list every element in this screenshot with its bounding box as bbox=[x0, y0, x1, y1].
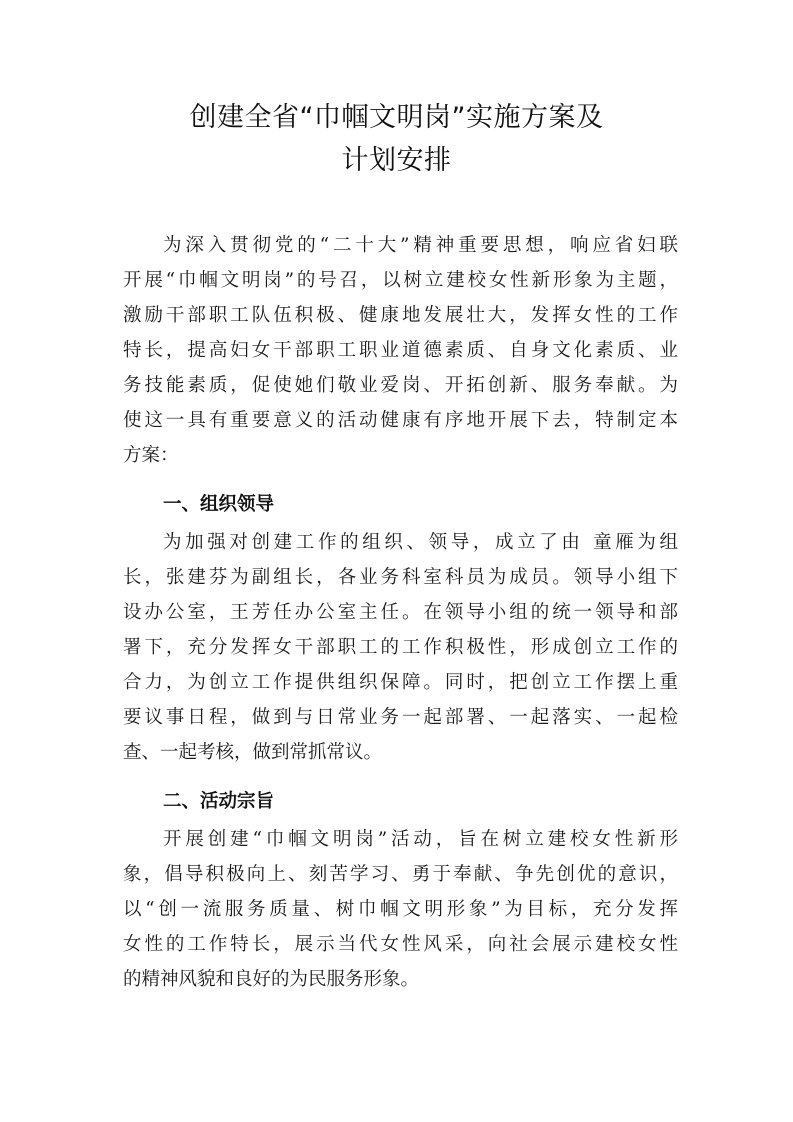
intro-paragraph-line: 方案： bbox=[123, 445, 179, 466]
intro-paragraph-line: 使这一具有重要意义的活动健康有序地开展下去，特制定本 bbox=[123, 410, 678, 431]
section-heading-purpose: 二、活动宗旨 bbox=[163, 791, 275, 812]
section2-paragraph-line: 女性的工作特长，展示当代女性风采，向社会展示建校女性 bbox=[123, 934, 678, 955]
intro-paragraph-line: 为深入贯彻党的“二十大”精神重要思想，响应省妇联 bbox=[163, 235, 678, 256]
intro-paragraph-line: 特长，提高妇女干部职工职业道德素质、自身文化素质、业 bbox=[123, 340, 678, 361]
section2-paragraph-line: 以“创一流服务质量、树巾帼文明形象”为目标，充分发挥 bbox=[123, 899, 678, 920]
section-heading-organization: 一、组织领导 bbox=[163, 494, 275, 515]
section2-paragraph-line: 开展创建“巾帼文明岗”活动，旨在树立建校女性新形 bbox=[163, 829, 678, 850]
section2-paragraph-line: 象，倡导积极向上、刻苦学习、勇于奉献、争先创优的意识， bbox=[123, 864, 678, 885]
document-title-line-2: 计划安排 bbox=[341, 145, 452, 176]
section1-paragraph-line: 为加强对创建工作的组织、领导，成立了由 童雁为组 bbox=[163, 532, 678, 553]
section1-paragraph-line: 设办公室，王芳任办公室主任。在领导小组的统一领导和部 bbox=[123, 602, 678, 623]
section1-paragraph-line: 要议事日程，做到与日常业务一起部署、一起落实、一起检 bbox=[123, 707, 678, 728]
intro-paragraph-line: 开展“巾帼文明岗”的号召，以树立建校女性新形象为主题， bbox=[123, 270, 678, 291]
section1-paragraph-line: 查、一起考核，做到常抓常议。 bbox=[123, 742, 383, 763]
section1-paragraph-line: 署下，充分发挥女干部职工的工作积极性，形成创立工作的 bbox=[123, 637, 678, 658]
section1-paragraph-line: 长，张建芬为副组长，各业务科室科员为成员。领导小组下 bbox=[123, 567, 678, 588]
intro-paragraph-line: 激励干部职工队伍积极、健康地发展壮大，发挥女性的工作 bbox=[123, 305, 678, 326]
intro-paragraph-line: 务技能素质，促使她们敬业爱岗、开拓创新、服务奉献。为 bbox=[123, 375, 678, 396]
section2-paragraph-line: 的精神风貌和良好的为民服务形象。 bbox=[123, 969, 420, 990]
section1-paragraph-line: 合力，为创立工作提供组织保障。同时，把创立工作摆上重 bbox=[123, 672, 678, 693]
document-title-line-1: 创建全省“巾帼文明岗”实施方案及 bbox=[189, 102, 604, 133]
